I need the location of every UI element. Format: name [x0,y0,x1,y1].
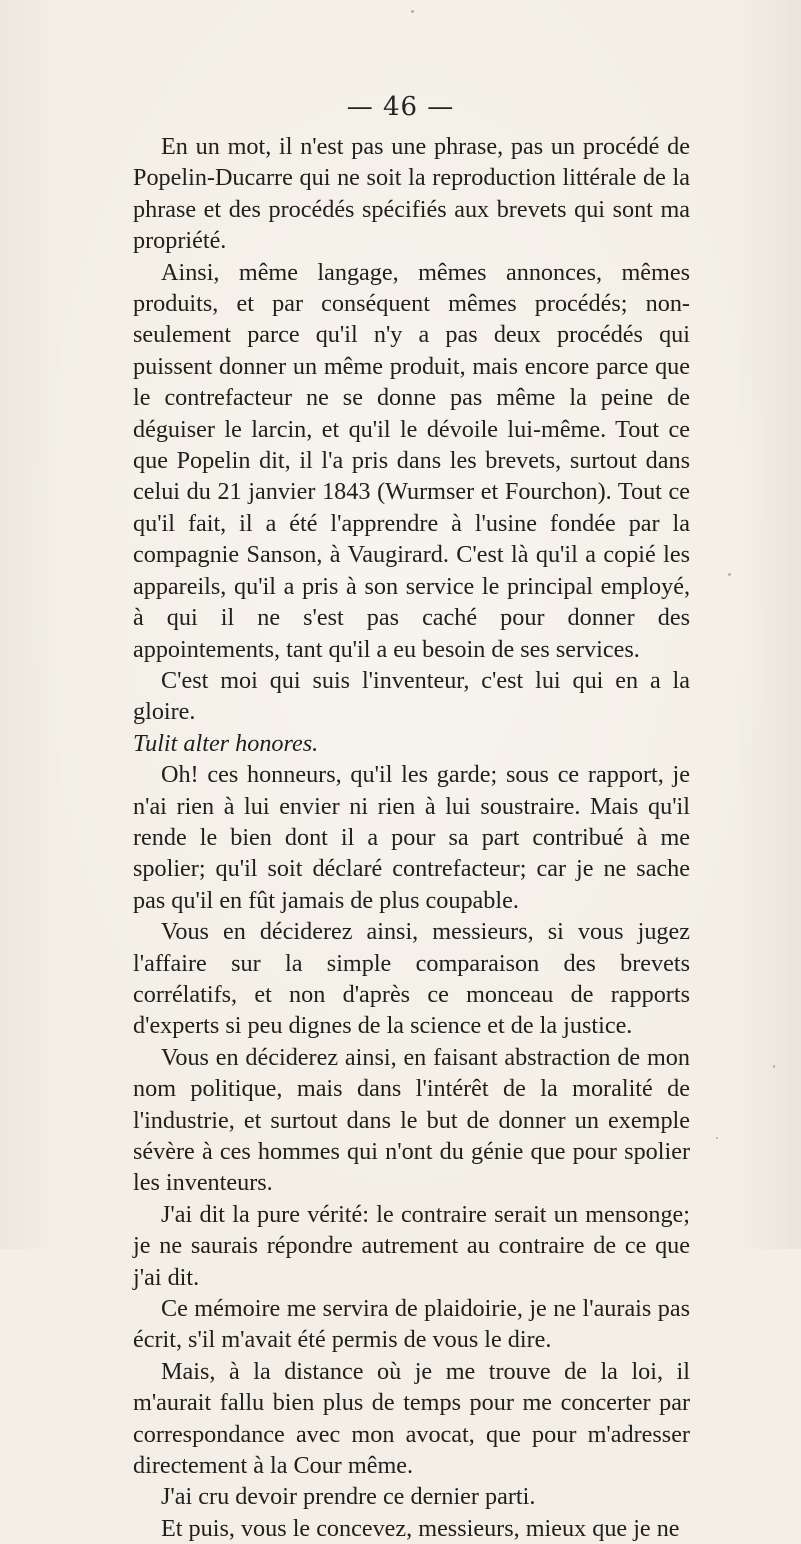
paragraph: Et puis, vous le concevez, messieurs, mieux que je ne [161,1514,680,1542]
paragraph: Mais, à la distance où je me trouve de la loi, il m'aurait fallu bien plus de temps pour me concerter par correspondance avec mon avocat, que pour m'adresser directement à la Cour même. [133,1357,690,1480]
paragraph: C'est moi qui suis l'inventeur, c'est lui qui en a la gloire. [133,666,690,726]
paper-speck [773,1065,775,1068]
page-number: — 46 — [346,92,455,122]
paragraph: En un mot, il n'est pas une phrase, pas un procédé de Popelin-Ducarre qui ne soit la reproduction littérale de la phrase et des procédés spécifiés aux brevets qui sont ma propriété. [133,133,690,255]
paragraph: Oh! ces honneurs, qu'il les garde; sous ce rapport, je n'ai rien à lui envier ni rien à lui soustraire. Mais qu'il rende le bien dont il a pour sa part contribué à me spolier; qu'il soit déclaré contrefacteur; car je ne sache pas qu'il en fût jamais de plus coupable. [133,761,690,914]
paper-speck [411,10,414,13]
latin-quote: Tulit alter honores. [133,729,319,757]
paper-speck [716,1137,718,1139]
body-text [133,131,690,1544]
paragraph: Ce mémoire me servira de plaidoirie, je ne l'aurais pas écrit, s'il m'avait été permis de vous le dire. [133,1295,690,1354]
paragraph: Vous en déciderez ainsi, messieurs, si vous jugez l'affaire sur la simple comparaison des brevets corrélatifs, et non d'après ce monceau de rapports d'experts si peu dignes de la science et de la justice. [133,918,690,1040]
paragraph: J'ai dit la pure vérité: le contraire serait un mensonge; je ne saurais répondre autrement au contraire de ce que j'ai dit. [133,1200,690,1291]
paragraph: Vous en déciderez ainsi, en faisant abstraction de mon nom politique, mais dans l'intérêt de la moralité de l'industrie, et surtout dans le but de donner un exemple sévère à ces hommes qui n'ont du génie que pour spolier les inventeurs. [133,1043,690,1197]
paragraph: J'ai cru devoir prendre ce dernier parti. [161,1483,536,1511]
paragraph: Ainsi, même langage, mêmes annonces, mêmes produits, et par conséquent mêmes procédés; non-seulement parce qu'il n'y a pas deux procédés qui puissent donner un même produit, mais encore parce que le contrefacteur ne se donne pas même la peine de déguiser le larcin, et qu'il le dévoile lui-même. Tout ce que Popelin dit, il l'a pris dans les brevets, surtout dans celui du 21 janvier 1843 (Wurmser et Fourchon). Tout ce qu'il fait, il a été l'apprendre à l'usine fondée par la compagnie Sanson, à Vaugirard. C'est là qu'il a copié les appareils, qu'il a pris à son service le principal employé, à qui il ne s'est pas caché pour donner des appointements, tant qu'il a eu besoin de ses services. [133,258,690,663]
paper-speck [728,573,731,576]
